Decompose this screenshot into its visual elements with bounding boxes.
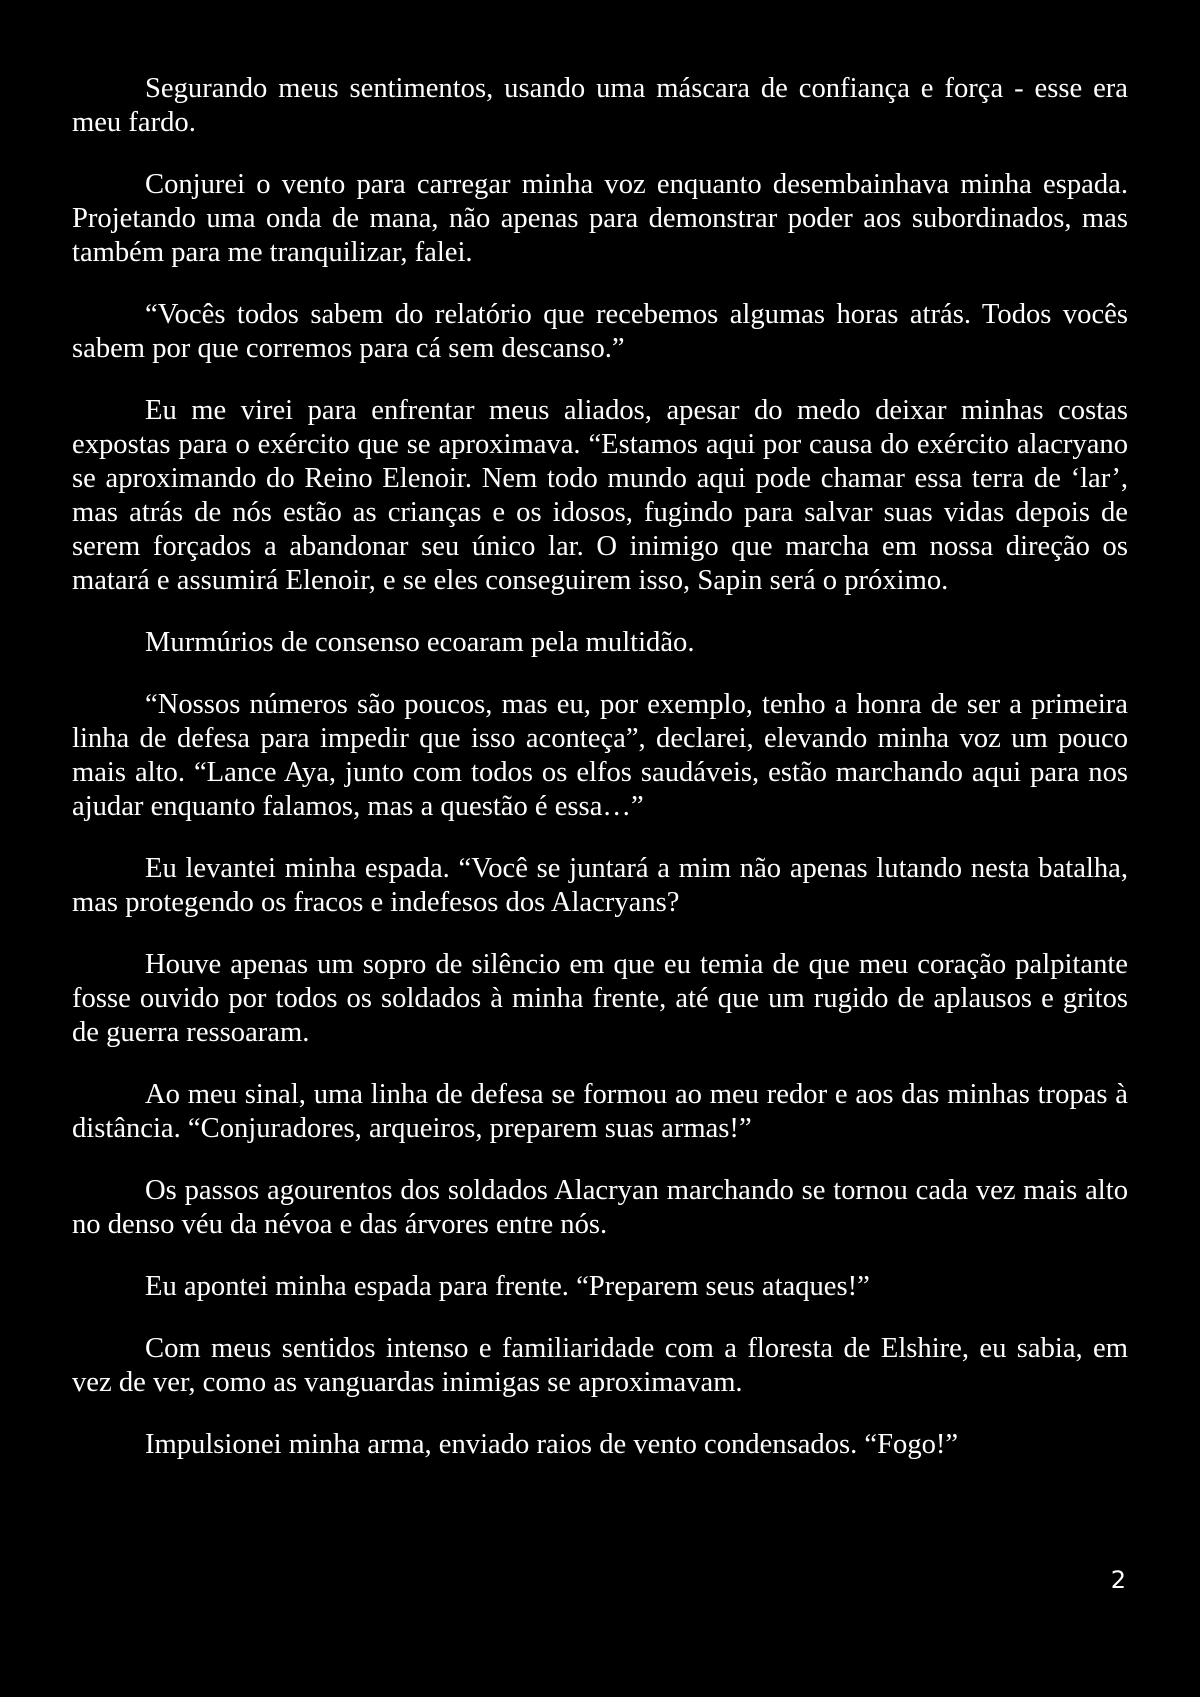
paragraph-1: Segurando meus sentimentos, usando uma máscara de confiança e força - esse era meu fardo. <box>72 73 1128 138</box>
paragraph-10: Os passos agourentos dos soldados Alacryan marchando se tornou cada vez mais alto no denso véu da névoa e das árvores entre nós. <box>72 1175 1128 1240</box>
paragraph-2: Conjurei o vento para carregar minha voz enquanto desembainhava minha espada. Projetando uma onda de mana, não apenas para demonstrar poder aos subordinados, mas também para me tranquilizar, falei. <box>72 169 1128 268</box>
paragraph-11: Eu apontei minha espada para frente. “Preparem seus ataques!” <box>145 1271 870 1302</box>
paragraph-8: Houve apenas um sopro de silêncio em que eu temia de que meu coração palpitante fosse ouvido por todos os soldados à minha frente, até que um rugido de aplausos e gritos de guerra ressoaram. <box>72 949 1128 1048</box>
paragraph-6: “Nossos números são poucos, mas eu, por exemplo, tenho a honra de ser a primeira linha de defesa para impedir que isso aconteça”, declarei, elevando minha voz um pouco mais alto. “Lance Aya, junto com todos os elfos saudáveis, estão marchando aqui para nos ajudar enquanto falamos, mas a questão é essa…” <box>72 689 1128 822</box>
paragraph-7: Eu levantei minha espada. “Você se juntará a mim não apenas lutando nesta batalha, mas protegendo os fracos e indefesos dos Alacryans? <box>72 853 1128 918</box>
paragraph-13: Impulsionei minha arma, enviado raios de vento condensados. “Fogo!” <box>145 1429 959 1460</box>
page-number: 2 <box>1110 1566 1126 1594</box>
paragraph-4: Eu me virei para enfrentar meus aliados, apesar do medo deixar minhas costas expostas para o exército que se aproximava. “Estamos aqui por causa do exército alacryano se aproximando do Reino Elenoir. Nem todo mundo aqui pode chamar essa terra de ‘lar’, mas atrás de nós estão as crianças e os idosos, fugindo para salvar suas vidas depois de serem forçados a abandonar seu único lar. O inimigo que marcha em nossa direção os matará e assumirá Elenoir, e se eles conseguirem isso, Sapin será o próximo. <box>72 395 1128 596</box>
paragraph-9: Ao meu sinal, uma linha de defesa se formou ao meu redor e aos das minhas tropas à distância. “Conjuradores, arqueiros, preparem suas armas!” <box>72 1079 1128 1144</box>
paragraph-12: Com meus sentidos intenso e familiaridade com a floresta de Elshire, eu sabia, em vez de ver, como as vanguardas inimigas se aproximavam. <box>72 1333 1128 1398</box>
page-body <box>72 72 1128 1490</box>
paragraph-5: Murmúrios de consenso ecoaram pela multidão. <box>145 627 695 658</box>
paragraph-3: “Vocês todos sabem do relatório que recebemos algumas horas atrás. Todos vocês sabem por que corremos para cá sem descanso.” <box>72 299 1128 364</box>
